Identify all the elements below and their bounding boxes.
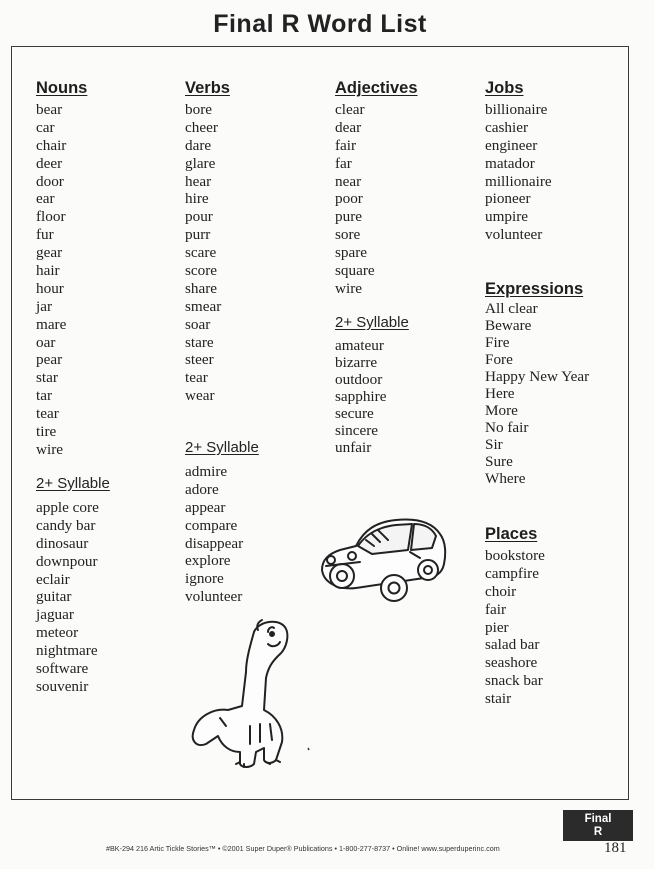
noun-word: wire [36,440,63,458]
noun-word: pear [36,351,63,369]
noun-syllable-word: nightmare [36,642,98,660]
expression-word: Here [485,385,515,402]
noun-syllable-word: souvenir [36,677,89,695]
expression-word: Happy New Year [485,368,590,385]
adjective-word: sore [335,226,361,244]
job-word: volunteer [485,226,543,244]
verb-word: scare [185,244,217,262]
place-word: pier [485,618,509,636]
adjective-word: fair [335,136,357,154]
place-word: stair [485,690,512,708]
verb-word: smear [185,297,222,315]
places-heading: Places [485,525,538,543]
dinosaur-illustration [180,616,320,770]
places-section [485,522,545,708]
noun-word: tear [36,405,59,423]
adjective-syllable-word: amateur [335,337,384,354]
adjective-word: near [335,172,362,190]
verb-word: steer [185,351,214,369]
verb-syllable-word: ignore [185,570,224,588]
expression-word: Sir [485,436,503,453]
adjective-word: clear [335,101,365,118]
adjective-word: spare [335,244,368,262]
place-word: seashore [485,654,538,672]
nouns-list [36,101,87,459]
job-word: cashier [485,118,529,136]
noun-word: gear [36,244,63,262]
page-title: Final R Word List [213,10,427,38]
noun-word: chair [36,136,67,154]
noun-syllable-word: downpour [36,552,98,570]
nouns-syllable-heading: 2+ Syllable [36,475,110,492]
noun-word: oar [36,333,56,351]
nouns-column [36,76,87,459]
job-word: millionaire [485,172,552,190]
noun-word: tar [36,387,53,405]
expression-word: Fire [485,334,510,351]
car-illustration [316,512,450,608]
verb-syllable-word: adore [185,480,219,498]
verb-word: cheer [185,118,218,136]
job-word: engineer [485,136,538,154]
expressions-heading: Expressions [485,280,584,298]
noun-word: bear [36,101,63,118]
verb-word: stare [185,333,214,351]
noun-word: mare [36,315,67,333]
adjective-syllable-word: sincere [335,422,379,439]
noun-word: hour [36,279,64,297]
verb-word: purr [185,226,211,244]
noun-word: hair [36,262,60,280]
verb-word: bore [185,101,212,118]
expression-word: Where [485,470,526,487]
adjective-word: pure [335,208,362,226]
adjective-word: square [335,262,375,280]
verbs-syllable-heading: 2+ Syllable [185,439,259,456]
noun-syllable-word: apple core [36,499,99,516]
expressions-section [485,277,589,487]
jobs-column [485,76,552,244]
verb-syllable-word: volunteer [185,588,243,606]
place-word: fair [485,600,507,618]
verb-word: tear [185,369,208,387]
places-list [485,547,545,708]
verb-word: pour [185,208,213,226]
verb-word: hire [185,190,209,208]
verb-word: soar [185,315,211,333]
noun-syllable-word: candy bar [36,516,96,534]
noun-word: tire [36,423,57,441]
nouns-heading: Nouns [36,79,88,97]
verbs-syllable-section [185,437,259,606]
adjective-syllable-word: secure [335,405,374,422]
verb-word: score [185,262,218,280]
adjectives-syllable-heading: 2+ Syllable [335,314,409,331]
verb-word: hear [185,172,212,190]
noun-syllable-word: meteor [36,624,79,642]
noun-word: floor [36,208,66,226]
jobs-list [485,101,552,244]
badge-line-1: Final [584,813,612,825]
verb-word: share [185,279,218,297]
job-word: billionaire [485,101,548,118]
noun-word: star [36,369,58,387]
adjectives-syllable-list [335,337,409,456]
adjectives-heading: Adjectives [335,79,418,97]
adjectives-column [335,76,418,298]
verbs-column [185,76,230,405]
verb-syllable-word: disappear [185,534,244,552]
adjective-syllable-word: unfair [335,439,372,456]
verb-word: glare [185,154,216,172]
jobs-heading: Jobs [485,79,524,97]
noun-word: jar [36,297,53,315]
adjective-syllable-word: sapphire [335,388,387,405]
verb-syllable-word: explore [185,552,231,570]
verb-syllable-word: admire [185,463,228,480]
verbs-heading: Verbs [185,79,230,97]
noun-word: fur [36,226,54,244]
expression-word: Sure [485,453,513,470]
noun-syllable-word: guitar [36,588,72,606]
noun-syllable-word: software [36,660,89,678]
adjective-word: wire [335,279,362,297]
noun-syllable-word: dinosaur [36,534,89,552]
adjective-syllable-word: bizarre [335,354,378,371]
adjectives-syllable-section [335,312,409,456]
page-number: 181 [604,840,627,856]
verbs-list [185,101,230,405]
noun-syllable-word: eclair [36,570,70,588]
adjectives-list [335,101,418,298]
adjective-syllable-word: outdoor [335,371,383,388]
place-word: salad bar [485,636,540,654]
expression-word: More [485,402,518,419]
noun-word: door [36,172,64,190]
adjective-word: dear [335,118,362,136]
adjective-word: poor [335,190,363,208]
place-word: bookstore [485,547,545,564]
adjective-word: far [335,154,352,172]
verb-syllable-word: compare [185,516,238,534]
badge-line-2: R [593,826,603,838]
nouns-syllable-list [36,499,110,696]
footer-text: #BK-294 216 Artic Tickle Stories™ • ©2001 Super Duper® Publications • 1-800-277-8737 • Online! www.superduperinc.com [106,844,500,853]
noun-word: ear [36,190,55,208]
expressions-list [485,300,589,487]
place-word: campfire [485,564,539,582]
verb-word: wear [185,387,215,405]
noun-syllable-word: jaguar [36,606,74,624]
expression-word: No fair [485,419,529,436]
final-r-badge [563,810,633,841]
job-word: pioneer [485,190,531,208]
expression-word: All clear [485,300,538,317]
expression-word: Beware [485,317,532,334]
nouns-syllable-section [36,473,110,696]
verb-word: dare [185,136,212,154]
job-word: matador [485,154,535,172]
place-word: choir [485,582,517,600]
job-word: umpire [485,208,529,226]
expression-word: Fore [485,351,513,368]
noun-word: car [36,118,55,136]
verbs-syllable-list [185,463,259,606]
noun-word: deer [36,154,63,172]
place-word: snack bar [485,672,543,690]
verb-syllable-word: appear [185,498,226,516]
